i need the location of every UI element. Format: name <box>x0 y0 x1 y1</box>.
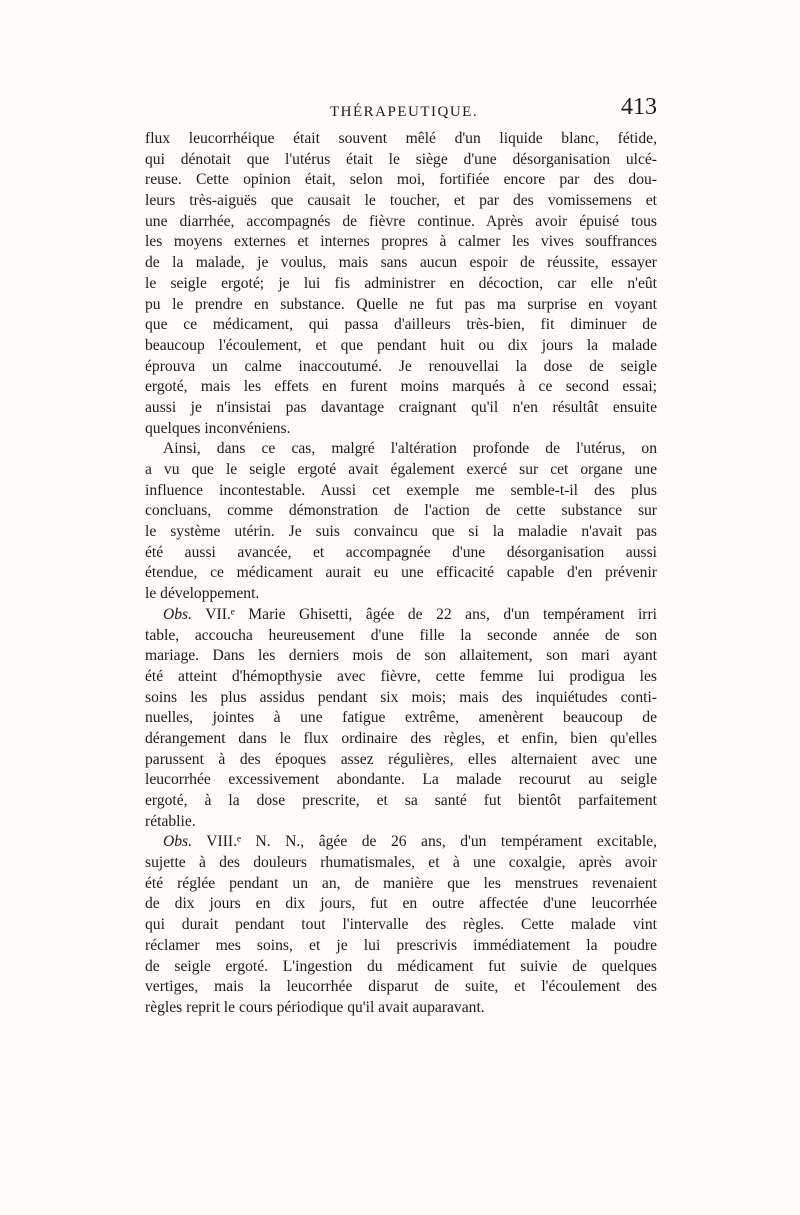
text-line <box>145 419 657 440</box>
line-text: vertiges, mais la leucorrhée disparut de suite, et l'écoulement des <box>145 978 657 996</box>
line-text: les moyens externes et internes propres à calmer les vives souffrances <box>145 233 657 251</box>
text-line <box>145 460 657 481</box>
line-text: ergoté, mais les effets en furent moins marqués à ce second essai; <box>145 378 657 396</box>
text-line <box>145 750 657 771</box>
line-text: VII.ᵉ Marie Ghisetti, âgée de 22 ans, d'un tempérament irri <box>192 605 657 623</box>
line-text: ergoté, à la dose prescrite, et sa santé fut bientôt parfaitement <box>145 792 657 809</box>
line-text: reuse. Cette opinion était, selon moi, fortifiée encore par des dou- <box>145 171 657 189</box>
text-line <box>145 957 657 978</box>
line-text: de la malade, je voulus, mais sans aucun espoir de réussite, essayer <box>145 254 657 272</box>
line-text: pu le prendre en substance. Quelle ne fut pas ma surprise en voyant <box>145 295 657 313</box>
line-text: règles reprit le cours périodique qu'il avait auparavant. <box>145 998 485 1016</box>
line-text: été atteint d'hémopthysie avec fièvre, cette femme lui prodigua les <box>145 667 657 685</box>
text-line <box>145 770 657 791</box>
text-line <box>145 170 657 191</box>
line-text: rétablie. <box>145 812 196 830</box>
text-line <box>145 439 657 460</box>
text-line <box>145 501 657 522</box>
text-line <box>145 915 657 936</box>
text-line <box>145 191 657 212</box>
text-line <box>145 522 657 543</box>
line-text: éprouva un calme inaccoutumé. Je renouvellai la dose de seigle <box>145 357 657 375</box>
text-line <box>145 605 657 626</box>
line-text: mariage. Dans les derniers mois de son allaitement, son mari ayant <box>145 647 657 665</box>
paragraph <box>145 439 657 605</box>
line-text: a vu que le seigle ergoté avait également exercé sur cet organe une <box>145 461 657 478</box>
line-text: nuelles, jointes à une fatigue extrême, amenèrent beaucoup de <box>145 709 657 727</box>
text-line <box>145 791 657 812</box>
line-text: qui durait pendant tout l'intervalle des règles. Cette malade vint <box>145 916 657 934</box>
text-line <box>145 688 657 709</box>
text-line <box>145 729 657 750</box>
text-line <box>145 584 657 605</box>
running-title: THÉRAPEUTIQUE. <box>330 104 479 120</box>
paragraph <box>145 832 657 1018</box>
text-line <box>145 936 657 957</box>
line-text: aussi je n'insistai pas davantage craignant qu'il n'en résultât ensuite <box>145 398 657 416</box>
line-text: parussent à des époques assez régulières, elles alternaient avec une <box>145 750 657 768</box>
text-line <box>145 336 657 357</box>
text-line <box>145 253 657 274</box>
text-line <box>145 315 657 336</box>
line-text: le seigle ergoté; je lui fis administrer en décoction, car elle n'eût <box>145 274 657 292</box>
text-line <box>145 357 657 378</box>
text-line <box>145 274 657 295</box>
body-text <box>145 129 657 1019</box>
line-text: soins les plus assidus pendant six mois; mais des inquiétudes conti- <box>145 688 657 706</box>
line-text: influence incontestable. Aussi cet exemple me semble-t-il des plus <box>145 481 657 499</box>
line-text: dérangement dans le flux ordinaire des règles, et enfin, bien qu'elles <box>145 729 657 747</box>
page-number: 413 <box>621 94 657 120</box>
line-text: de seigle ergoté. L'ingestion du médicament fut suivie de quelques <box>145 957 657 975</box>
text-line <box>145 129 657 150</box>
paragraph <box>145 605 657 833</box>
line-text: VIII.ᵉ N. N., âgée de 26 ans, d'un tempérament excitable, <box>192 833 657 851</box>
line-text: sujette à des douleurs rhumatismales, et à une coxalgie, après avoir <box>145 854 657 872</box>
line-text: une diarrhée, accompagnés de fièvre continue. Après avoir épuisé tous <box>145 212 657 230</box>
line-text: que ce médicament, qui passa d'ailleurs très-bien, fit diminuer de <box>145 316 657 334</box>
text-line <box>145 232 657 253</box>
paragraph <box>145 129 657 439</box>
line-text: étendue, ce médicament aurait eu une efficacité capable d'en prévenir <box>145 564 657 582</box>
line-text: le système utérin. Je suis convaincu que si la maladie n'avait pas <box>145 523 657 541</box>
text-line <box>145 832 657 853</box>
observation-label: Obs. <box>163 605 193 623</box>
page-header <box>145 94 657 128</box>
line-text: leucorrhée excessivement abondante. La malade recourut au seigle <box>145 771 657 789</box>
text-line <box>145 481 657 502</box>
text-line <box>145 853 657 874</box>
text-line <box>145 874 657 895</box>
text-line <box>145 212 657 233</box>
line-text: flux leucorrhéique était souvent mêlé d'un liquide blanc, fétide, <box>145 130 657 147</box>
line-text: été réglée pendant un an, de manière que les menstrues revenaient <box>145 874 657 892</box>
line-text: de dix jours en dix jours, fut en outre affectée d'une leucorrhée <box>145 895 657 913</box>
line-text: Ainsi, dans ce cas, malgré l'altération profonde de l'utérus, on <box>163 440 657 458</box>
observation-label: Obs. <box>163 833 193 851</box>
text-line <box>145 977 657 998</box>
text-line <box>145 894 657 915</box>
text-line <box>145 150 657 171</box>
line-text: qui dénotait que l'utérus était le siège d'une désorganisation ulcé- <box>145 150 657 168</box>
line-text: beaucoup l'écoulement, et que pendant huit ou dix jours la malade <box>145 336 657 354</box>
text-line <box>145 398 657 419</box>
line-text: leurs très-aiguës que causait le toucher, et par des vomissemens et <box>145 192 657 210</box>
line-text: été aussi avancée, et accompagnée d'une désorganisation aussi <box>145 543 657 561</box>
line-text: le développement. <box>145 585 260 603</box>
text-line <box>145 812 657 833</box>
text-line <box>145 563 657 584</box>
line-text: table, accoucha heureusement d'une fille la seconde année de son <box>145 626 657 644</box>
text-line <box>145 626 657 647</box>
line-text: quelques inconvéniens. <box>145 419 291 437</box>
text-line <box>145 667 657 688</box>
text-line <box>145 708 657 729</box>
text-line <box>145 998 657 1019</box>
line-text: réclamer mes soins, et je lui prescrivis immédiatement la poudre <box>145 936 657 954</box>
text-line <box>145 295 657 316</box>
text-line <box>145 377 657 398</box>
text-line <box>145 543 657 564</box>
line-text: concluans, comme démonstration de l'action de cette substance sur <box>145 502 657 520</box>
text-line <box>145 646 657 667</box>
